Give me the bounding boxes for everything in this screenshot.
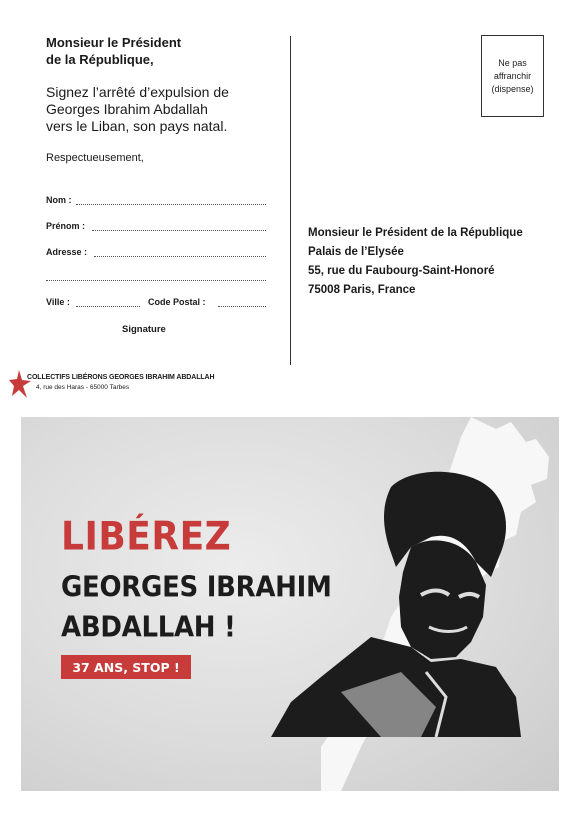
nom-label: Nom : — [46, 195, 72, 205]
poster-title-name: GEORGES IBRAHIM — [61, 571, 332, 604]
message-line-3: vers le Liban, son pays natal. — [46, 118, 228, 134]
adresse-field-line-2[interactable] — [46, 272, 266, 281]
address-line-2: Palais de l’Elysée — [308, 246, 404, 258]
adresse-field[interactable] — [94, 248, 266, 257]
greeting: Respectueusement, — [46, 152, 144, 164]
address-line-1: Monsieur le Président de la République — [308, 227, 523, 239]
poster-title-liberez: LIBÉREZ — [61, 515, 232, 560]
ville-field[interactable] — [76, 298, 140, 307]
card-heading — [46, 34, 181, 68]
adresse-label: Adresse : — [46, 247, 88, 257]
stamp-line-1: Ne pas — [498, 57, 527, 68]
prenom-label: Prénom : — [46, 221, 86, 231]
recipient-address — [308, 224, 523, 300]
card-message — [46, 84, 229, 135]
nom-field[interactable] — [76, 196, 266, 205]
heading-line-2: de la République, — [46, 52, 154, 67]
message-line-1: Signez l’arrêté d’expulsion de — [46, 84, 229, 100]
poster-title-surname: ABDALLAH ! — [61, 611, 236, 644]
collective-address: 4, rue des Haras - 65000 Tarbes — [36, 384, 130, 391]
poster-tag-badge: 37 ANS, STOP ! — [61, 655, 191, 679]
heading-line-1: Monsieur le Président — [46, 35, 182, 50]
ville-label: Ville : — [46, 297, 70, 307]
prenom-field[interactable] — [92, 222, 266, 231]
signature-label: Signature — [122, 324, 166, 335]
poster — [21, 417, 559, 791]
stamp-line-3: (dispense) — [491, 83, 534, 94]
address-line-3: 55, rue du Faubourg-Saint-Honoré — [308, 265, 495, 277]
card-divider — [290, 36, 291, 365]
code-postal-label: Code Postal : — [148, 297, 206, 307]
stamp-box — [481, 35, 544, 117]
address-line-4: 75008 Paris, France — [308, 284, 416, 296]
collective-name: COLLECTIFS LIBÉRONS GEORGES IBRAHIM ABDALLAH — [27, 374, 215, 381]
code-postal-field[interactable] — [218, 298, 266, 307]
stamp-line-2: affranchir — [493, 70, 532, 81]
message-line-2: Georges Ibrahim Abdallah — [46, 101, 208, 117]
